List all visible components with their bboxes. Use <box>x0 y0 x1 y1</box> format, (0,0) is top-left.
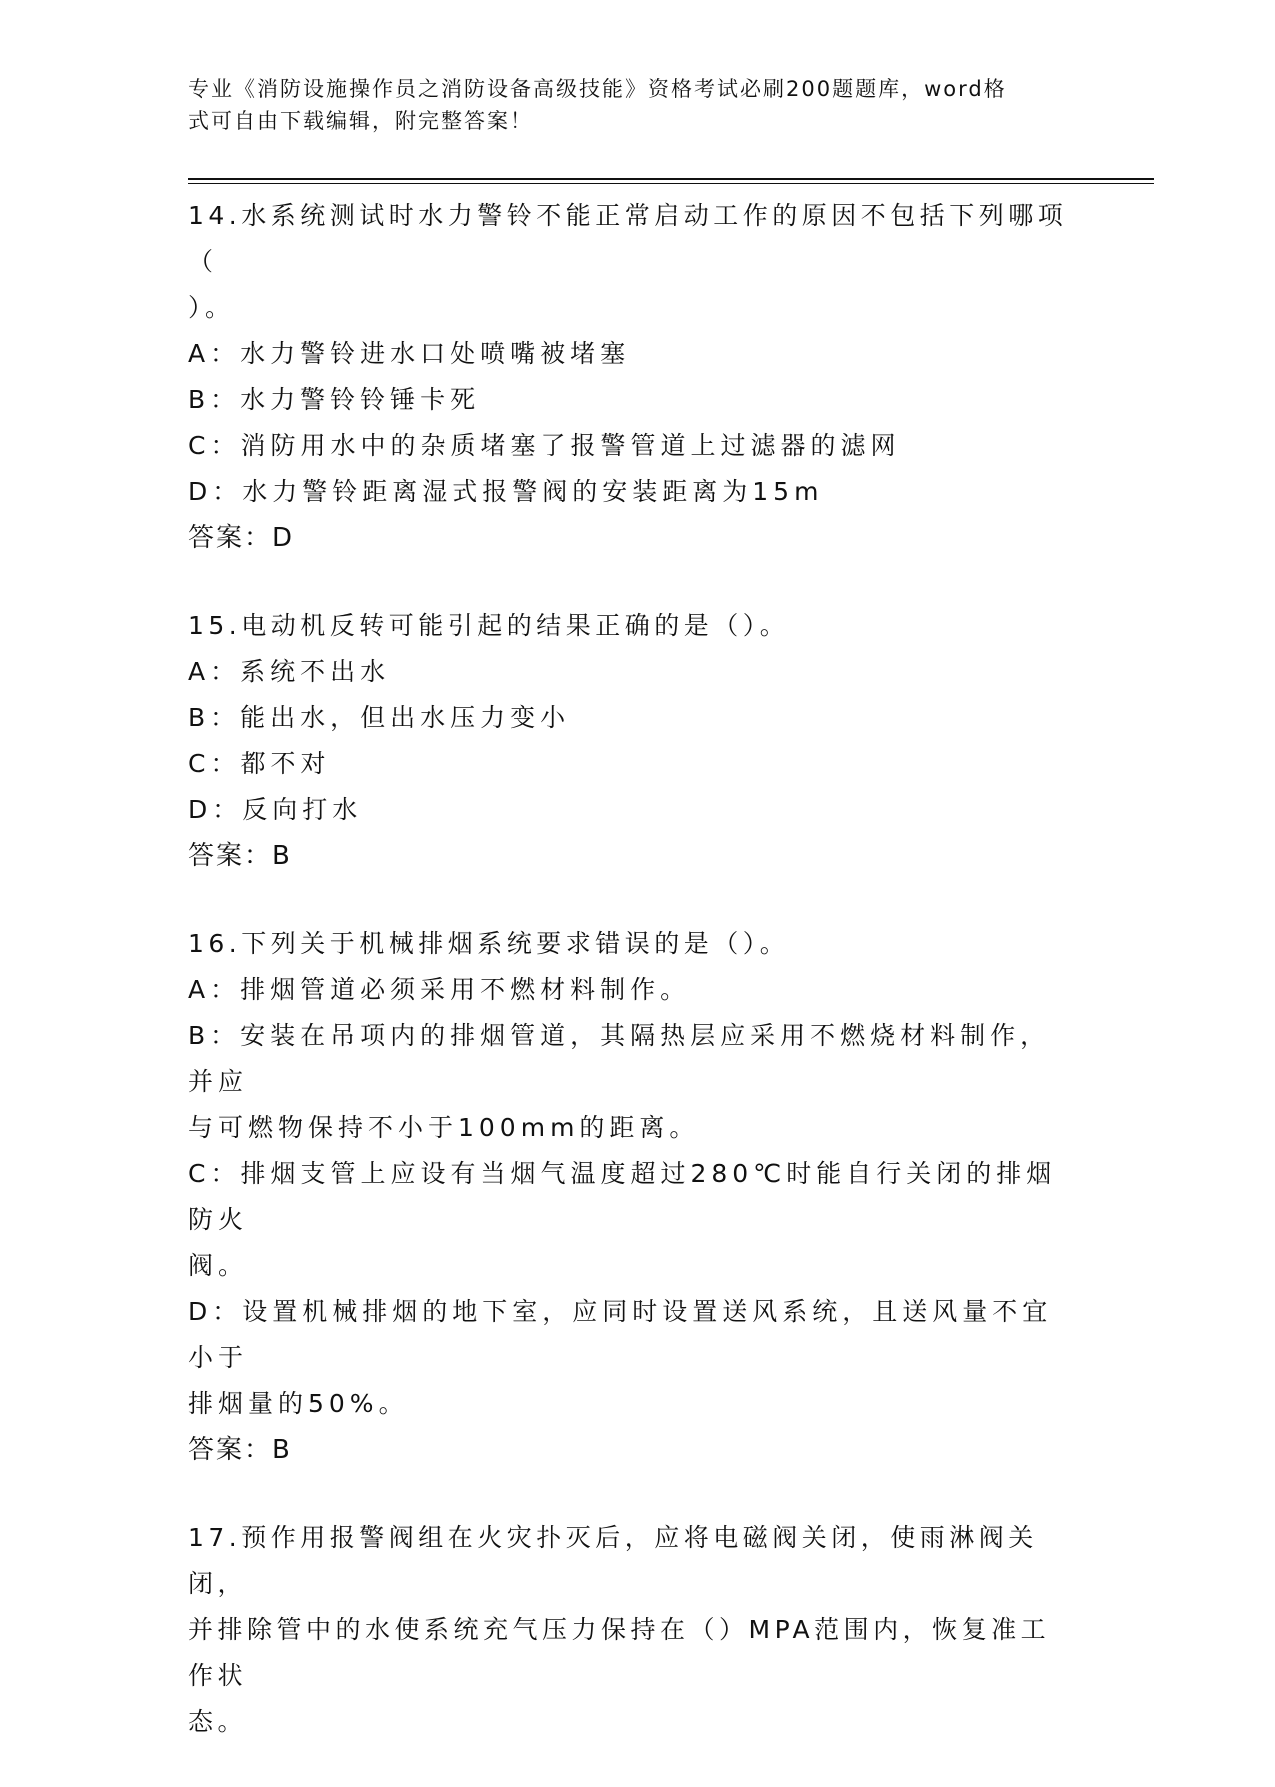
question-16 <box>188 921 1078 1473</box>
option-d: D：设置机械排烟的地下室，应同时设置送风系统，且送风量不宜小于 排烟量的50%。 <box>188 1297 1053 1418</box>
answer-line <box>188 515 1078 561</box>
answer-label: 答案： <box>188 523 273 553</box>
question-stem: 16.下列关于机械排烟系统要求错误的是（）。 <box>188 929 790 958</box>
question-stem: 17.预作用报警阀组在火灾扑灭后，应将电磁阀关闭，使雨淋阀关闭， 并排除管中的水使系统充气压力保持在（）MPA范围内，恢复准工作状 态。 <box>188 1523 1051 1736</box>
document-header: 专业《消防设施操作员之消防设备高级技能》资格考试必刷200题题库，word格 式可自由下载编辑，附完整答案！ <box>188 77 1007 133</box>
answer-label: 答案： <box>188 1435 273 1465</box>
option-d: D：水力警铃距离湿式报警阀的安装距离为15m <box>188 477 824 506</box>
option-a: A：水力警铃进水口处喷嘴被堵塞 <box>188 339 631 368</box>
answer-value: B <box>272 1435 291 1465</box>
option-c: C：排烟支管上应设有当烟气温度超过280℃时能自行关闭的排烟防火 阀。 <box>188 1159 1057 1280</box>
option-b: B：水力警铃铃锤卡死 <box>188 385 481 414</box>
option-a: A：系统不出水 <box>188 657 391 686</box>
option-a: A：排烟管道必须采用不燃材料制作。 <box>188 975 691 1004</box>
answer-value: D <box>272 523 294 553</box>
answer-line <box>188 1427 1078 1473</box>
question-stem: 14.水系统测试时水力警铃不能正常启动工作的原因不包括下列哪项（ ）。 <box>188 201 1068 322</box>
question-list <box>188 193 1078 1787</box>
answer-value: B <box>272 841 291 871</box>
question-15 <box>188 603 1078 879</box>
option-b: B：安装在吊项内的排烟管道，其隔热层应采用不燃烧材料制作，并应 与可燃物保持不小于100mm的距离。 <box>188 1021 1051 1142</box>
header-rule-thin <box>188 183 1154 184</box>
option-c: C：消防用水中的杂质堵塞了报警管道上过滤器的滤网 <box>188 431 901 460</box>
answer-line <box>188 833 1078 879</box>
answer-label: 答案： <box>188 841 273 871</box>
question-17 <box>188 1515 1078 1745</box>
option-b: B：能出水，但出水压力变小 <box>188 703 571 732</box>
option-c: C：都不对 <box>188 749 331 778</box>
option-d: D：反向打水 <box>188 795 363 824</box>
question-stem: 15.电动机反转可能引起的结果正确的是（）。 <box>188 611 790 640</box>
question-14 <box>188 193 1078 561</box>
header-rule-thick <box>188 178 1154 180</box>
